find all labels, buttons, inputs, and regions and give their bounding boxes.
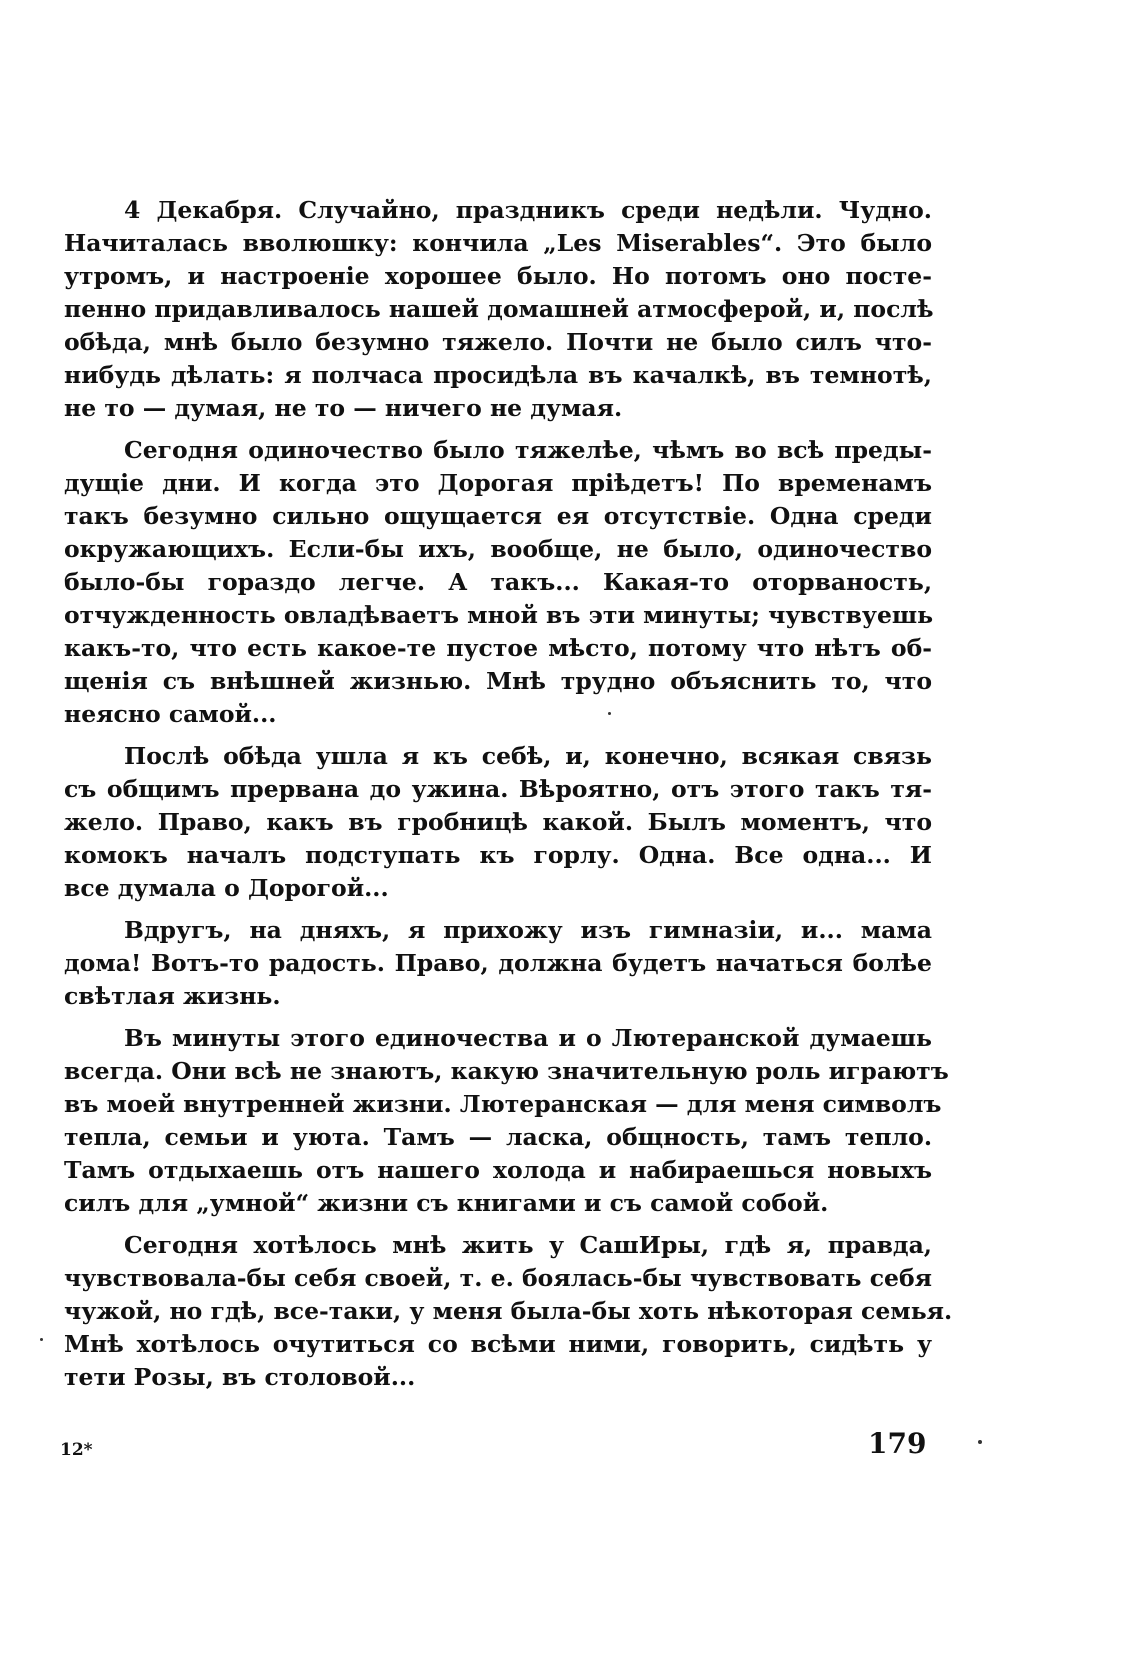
text-line: такъ безумно сильно ощущается ея отсутствiе. Одна среди (64, 502, 932, 530)
text-line: Мнѣ хотѣлось очутиться со всѣми ними, говорить, сидѣть у (64, 1330, 932, 1358)
text-line: Послѣ обѣда ушла я къ себѣ, и, конечно, всякая связь (124, 742, 932, 770)
page-body-text (64, 194, 953, 1394)
text-line: пенно придавливалось нашей домашней атмосферой, и, послѣ (64, 295, 934, 323)
text-line: силъ для „умной“ жизни съ книгами и съ самой собой. (64, 1189, 829, 1217)
scan-speck (40, 1338, 43, 1341)
text-line: чувствовала-бы себя своей, т. е. боялась-бы чувствовать себя (64, 1264, 932, 1292)
paragraph-lyuteranskaya (64, 1022, 949, 1220)
text-line: Начиталась вволюшку: кончила „Les Miserables“. Это было (64, 229, 932, 257)
text-line: было-бы гораздо легче. А такъ... Какая-то оторваность, (64, 568, 932, 596)
text-line: щенiя съ внѣшней жизнью. Мнѣ трудно объяснить то, что (64, 667, 932, 695)
text-line: нибудь дѣлать: я полчаса просидѣла въ качалкѣ, въ темнотѣ, (64, 361, 932, 389)
text-line: тепла, семьи и уюта. Тамъ — ласка, общность, тамъ тепло. (64, 1123, 932, 1151)
text-line: не то — думая, не то — ничего не думая. (64, 394, 623, 422)
text-line: жело. Право, какъ въ гробницѣ какой. Былъ моментъ, что (64, 808, 932, 836)
text-line: утромъ, и настроенiе хорошее было. Но потомъ оно посте- (64, 262, 932, 290)
text-line: чужой, но гдѣ, все-таки, у меня была-бы хоть нѣкоторая семья. (64, 1297, 953, 1325)
scan-speck (608, 712, 611, 715)
text-line: дома! Вотъ-то радость. Право, должна будетъ начаться болѣе (64, 949, 932, 977)
text-line: комокъ началъ подступать къ горлу. Одна. Все одна... И (64, 841, 932, 869)
text-line: тети Розы, въ столовой... (64, 1363, 416, 1391)
text-line: 4 Декабря. Случайно, праздникъ среди недѣли. Чудно. (124, 196, 932, 224)
text-line: неясно самой... (64, 700, 277, 728)
paragraph-mama-home (64, 914, 932, 1013)
text-line: свѣтлая жизнь. (64, 982, 281, 1010)
text-line: въ моей внутренней жизни. Лютеранская — для меня символъ (64, 1090, 942, 1118)
paragraph-sashira (64, 1229, 953, 1394)
scan-speck (978, 1440, 982, 1444)
text-line: какъ-то, что есть какое-те пустое мѣсто, потому что нѣтъ об- (64, 634, 932, 662)
text-line: Въ минуты этого единочества и о Лютеранской думаешь (124, 1024, 932, 1052)
text-line: Сегодня одиночество было тяжелѣе, чѣмъ во всѣ преды- (124, 436, 932, 464)
paragraph-loneliness (64, 434, 932, 731)
paragraph-after-dinner (64, 740, 932, 905)
text-line: всегда. Они всѣ не знаютъ, какую значительную роль играютъ (64, 1057, 949, 1085)
text-line: отчужденность овладѣваетъ мной въ эти минуты; чувствуешь (64, 601, 934, 629)
text-line: все думала о Дорогой... (64, 874, 389, 902)
text-line: дущiе дни. И когда это Дорогая прiѣдетъ! По временамъ (64, 469, 932, 497)
text-line: обѣда, мнѣ было безумно тяжело. Почти не было силъ что- (64, 328, 932, 356)
text-line: Сегодня хотѣлось мнѣ жить у СашИры, гдѣ я, правда, (124, 1231, 932, 1259)
text-line: съ общимъ прервана до ужина. Вѣроятно, отъ этого такъ тя- (64, 775, 932, 803)
page-number: 179 (868, 1427, 927, 1460)
text-line: окружающихъ. Если-бы ихъ, вообще, не было, одиночество (64, 535, 932, 563)
paragraph-dec-4-entry (64, 194, 932, 425)
text-line: Вдругъ, на дняхъ, я прихожу изъ гимназiи, и... мама (124, 916, 932, 944)
text-line: Тамъ отдыхаешь отъ нашего холода и набираешься новыхъ (64, 1156, 932, 1184)
printer-signature-mark: 12* (60, 1440, 93, 1460)
